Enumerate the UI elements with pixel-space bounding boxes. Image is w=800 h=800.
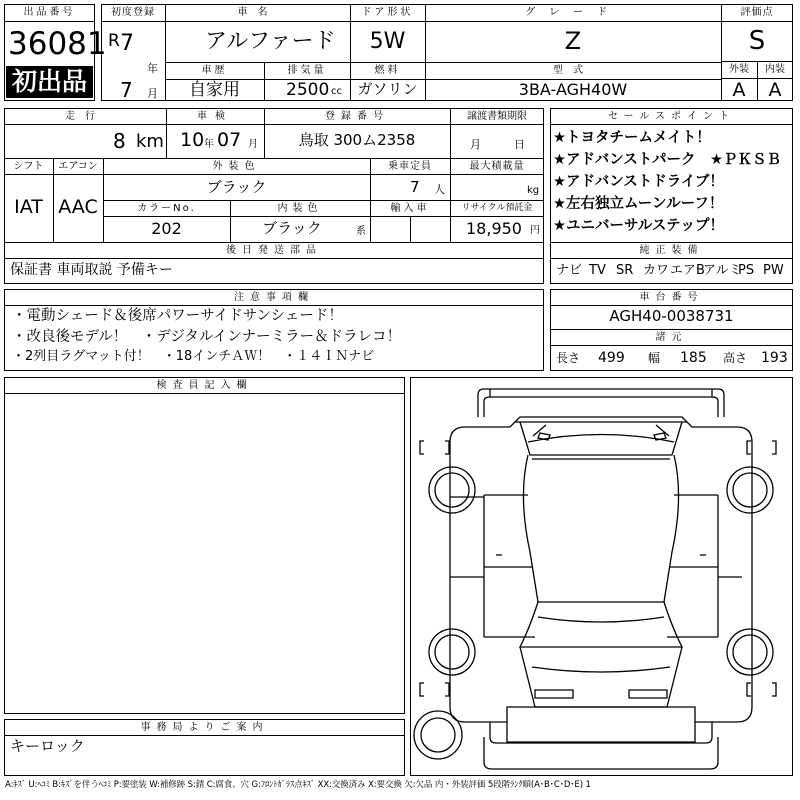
chassis-number: AGH40-0038731	[609, 307, 734, 325]
door-type-label: ドア形状	[361, 7, 414, 18]
car-damage-diagram	[410, 377, 793, 776]
mileage-label: 走行	[65, 111, 105, 122]
first-registration-month: 7	[120, 78, 133, 102]
length-label: 長さ	[556, 351, 581, 365]
office-notice-label: 事務局よりご案内	[140, 722, 269, 733]
sales-point: ★アドバンストパーク ★ＰＫＳＢ	[553, 152, 781, 168]
first-listing-text: 初出品	[11, 67, 87, 96]
inspector-notes-block	[4, 377, 405, 714]
first-registration-year: 7	[120, 31, 134, 56]
note-line: ・電動シェード＆後席パワーサイドサンシェード！	[12, 308, 343, 324]
rating: S	[748, 26, 766, 56]
first-registration-month-unit: 月	[147, 87, 158, 100]
equipment-item: TV	[589, 263, 606, 278]
inspection-label: 車検	[197, 111, 233, 122]
exterior-rating-label: 外装	[729, 64, 749, 75]
history: 自家用	[189, 80, 240, 100]
equipment-item: PS	[738, 263, 755, 278]
inspection-month: 07	[217, 129, 242, 151]
exterior-color-label: 外装色	[212, 161, 261, 172]
plate-number: 鳥取 300ム2358	[298, 131, 416, 149]
displacement-label: 排気量	[287, 65, 327, 76]
interior-rating-label: 内装	[765, 64, 785, 75]
inspection-month-unit: 月	[248, 139, 258, 150]
office-notice: キーロック	[10, 737, 85, 755]
interior-color: ブラック	[262, 219, 322, 237]
grade-label: グレード	[525, 7, 621, 18]
width-label: 幅	[648, 351, 661, 365]
note-line: ・改良後モデル！ ・デジタルインナーミラー＆ドラレコ！	[12, 329, 402, 345]
equipment-item: SR	[616, 263, 634, 278]
equipment-label: 純正装備	[639, 245, 704, 256]
inspection-year: 10	[180, 129, 205, 151]
capacity-unit: 人	[434, 183, 445, 196]
model-code-label: 型式	[553, 65, 593, 76]
sales-point: ★トヨタチームメイト！	[553, 130, 711, 146]
transfer-deadline-label: 譲渡書類期限	[467, 111, 527, 122]
model-code: 3BA-AGH40W	[518, 80, 628, 99]
mileage: 8	[113, 129, 126, 153]
exterior-rating: A	[732, 79, 746, 101]
notes-label: 注意事項欄	[234, 292, 314, 303]
car-name: アルファード	[205, 29, 336, 54]
later-parts-label: 後日発送部品	[226, 245, 322, 256]
car-name-label: 車名	[237, 7, 278, 18]
import-label: 輸入車	[390, 203, 430, 214]
sales-point: ★アドバンストドライブ！	[553, 174, 724, 190]
rating-label: 評価点	[740, 7, 774, 18]
width-value: 185	[680, 350, 707, 366]
fuel: ガソリン	[357, 80, 418, 98]
transfer-day-unit: 日	[514, 138, 525, 151]
later-parts: 保証書 車両取説 予備キー	[10, 262, 173, 278]
height-label: 高さ	[723, 351, 748, 365]
sales-points-label: セールスポイント	[607, 111, 736, 122]
interior-rating: A	[768, 79, 782, 101]
shift-label: シフト	[13, 161, 44, 172]
recycle-unit: 円	[530, 225, 540, 236]
grade: Z	[564, 27, 582, 55]
damage-legend: A:ｷｽﾞ U:ﾍｺﾐ B:ｷｽﾞを伴うﾍｺﾐ P:要塗装 W:補修跡 S:錆 C:腐食、穴 G:ﾌﾛﾝﾄｶﾞﾗｽ点ｷｽﾞ XX:交換済み X:要交換 欠:欠品 内・外装評価 5段階ﾗﾝｸ順(A･B･C･D･E) 1	[5, 780, 591, 790]
max-load-unit: kg	[527, 185, 540, 196]
equipment-item: PW	[763, 263, 784, 278]
transfer-month-unit: 月	[470, 138, 481, 151]
recycle-label: リサイクル預託金	[461, 203, 533, 213]
equipment-item: カワ	[643, 263, 670, 278]
aircon-label: エアコン	[58, 161, 98, 172]
equipment-item: アルミ	[703, 263, 742, 278]
height-value: 193	[761, 350, 788, 366]
fuel-label: 燃料	[374, 65, 401, 76]
color-no: 202	[151, 219, 182, 238]
max-load-label: 最大積載量	[469, 161, 525, 172]
dimensions-label: 諸元	[655, 332, 688, 343]
displacement: 2500	[286, 80, 330, 100]
first-registration-era: R	[108, 31, 120, 51]
interior-color-label: 内装色	[277, 203, 323, 214]
lot-number: 36081	[8, 26, 107, 62]
displacement-unit: cc	[331, 86, 342, 97]
recycle-fee: 18,950	[466, 219, 522, 238]
color-no-label: カラーNo.	[137, 203, 196, 214]
note-line: ・2列目ラグマット付！ ・18インチＡＷ！ ・１４ＩＮナビ	[12, 349, 375, 364]
inspector-notes-label: 検査員記入欄	[156, 380, 253, 391]
equipment-item: ナビ	[556, 263, 583, 278]
equipment-item: エアB	[670, 263, 705, 278]
mileage-unit: km	[136, 131, 164, 152]
history-label: 車歴	[201, 65, 228, 76]
chassis-label: 車台番号	[639, 292, 704, 303]
interior-color-suffix: 系	[356, 226, 366, 237]
sales-point: ★左右独立ムーンルーフ！	[553, 196, 724, 212]
capacity: 7	[410, 178, 420, 196]
exterior-color: ブラック	[206, 178, 267, 196]
shift: IAT	[14, 196, 43, 218]
aircon: AAC	[58, 196, 98, 218]
sales-point: ★ユニバーサルステップ！	[553, 218, 725, 234]
plate-label: 登録番号	[325, 111, 389, 122]
door-type: 5W	[369, 29, 406, 54]
length-value: 499	[598, 350, 625, 366]
lot-number-label: 出品番号	[23, 7, 76, 18]
capacity-label: 乗車定員	[388, 161, 432, 172]
inspection-year-unit: 年	[204, 139, 214, 150]
first-registration-label: 初度登録	[111, 7, 155, 18]
first-registration-year-unit: 年	[147, 62, 158, 75]
